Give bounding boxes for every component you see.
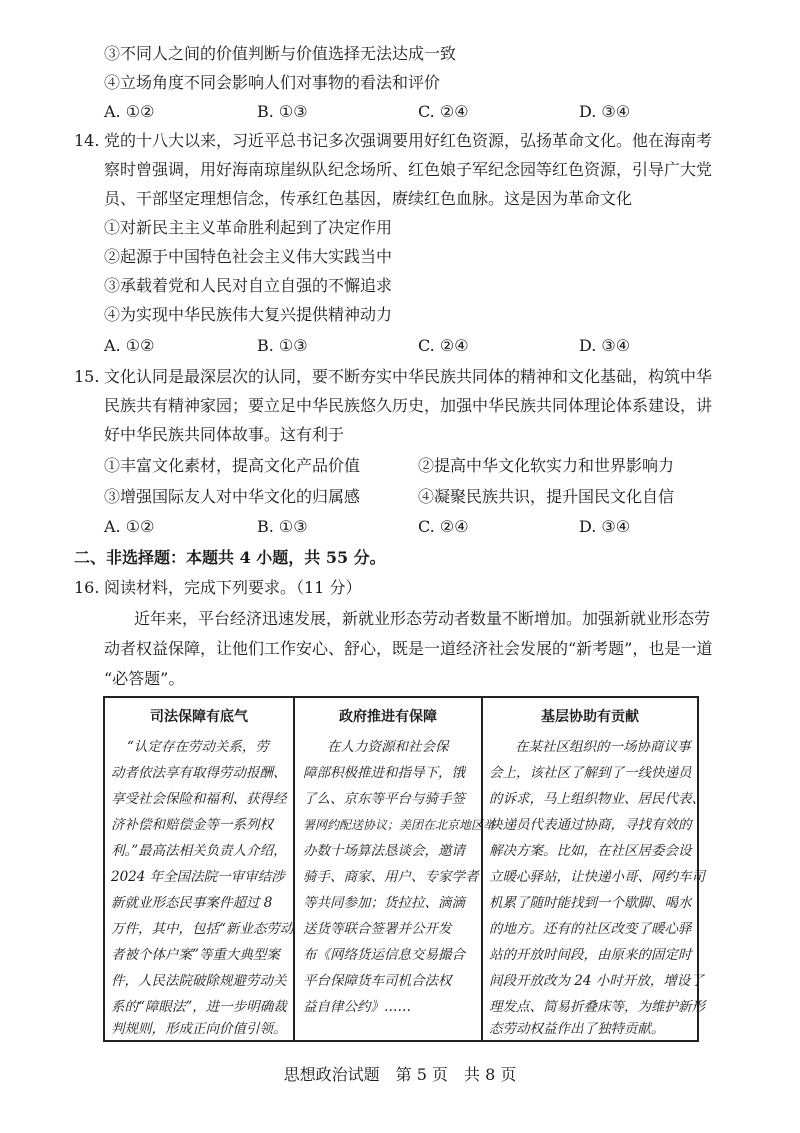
column-line: 立暖心驿站，让快递小哥、网约车司 bbox=[489, 869, 705, 885]
column-title: 基层协助有贡献 bbox=[541, 709, 639, 725]
table-column-government bbox=[293, 698, 496, 1040]
column-line: 机累了随时能找到一个歇脚、喝水 bbox=[489, 895, 692, 911]
column-line: 系的“障眼法”，进一步明确裁 bbox=[111, 999, 287, 1015]
column-line: 布《网络货运信息交易撮合 bbox=[303, 947, 465, 963]
column-line: “认定存在劳动关系，劳 bbox=[127, 739, 269, 755]
q13-option-c: C. ②④ bbox=[418, 102, 469, 121]
q15-number: 15. bbox=[74, 367, 100, 386]
q15-item-4: ④凝聚民族共识，提升国民文化自信 bbox=[418, 487, 675, 506]
q14-stem-line: 员、干部坚定理想信念，传承红色基因，赓续红色血脉。这是因为革命文化 bbox=[104, 189, 633, 208]
column-line: 等共同参加；货拉拉、滴滴 bbox=[303, 895, 465, 911]
q14-number: 14. bbox=[74, 131, 100, 150]
q13-item-3: ③不同人之间的价值判断与价值选择无法达成一致 bbox=[104, 44, 457, 63]
q16-number: 16. bbox=[74, 578, 100, 597]
q16-material-line: 动者权益保障，让他们工作安心、舒心，既是一道经济社会发展的“新考题”，也是一道 bbox=[104, 639, 713, 658]
column-line: 障部积极推进和指导下，饿 bbox=[303, 765, 465, 781]
column-line: 利。”最高法相关负责人介绍， bbox=[111, 843, 287, 859]
column-line: 2024 年全国法院一审审结涉 bbox=[111, 869, 285, 885]
q15-item-3: ③增强国际友人对中华文化的归属感 bbox=[104, 487, 361, 506]
material-table bbox=[103, 696, 705, 1042]
column-line: 万件，其中，包括“新业态劳动 bbox=[111, 921, 294, 937]
column-line: 在人力资源和社会保 bbox=[327, 739, 449, 755]
column-line: 间段开放改为 24 小时开放，增设了 bbox=[489, 973, 704, 989]
column-line: 骑手、商家、用户、专家学者 bbox=[303, 869, 479, 885]
q15-option-b: B. ①③ bbox=[257, 517, 308, 536]
q14-option-a: A. ①② bbox=[104, 336, 155, 355]
column-line: 快递员代表通过协商，寻找有效的 bbox=[489, 817, 692, 833]
q15-option-d: D. ③④ bbox=[579, 517, 631, 536]
q15-stem-line: 好中华民族共同体故事。这有利于 bbox=[104, 425, 345, 444]
q14-item-3: ③承载着党和人民对自立自强的不懈追求 bbox=[104, 276, 393, 295]
column-title: 司法保障有底气 bbox=[150, 709, 248, 725]
column-line: 平台保障货车司机合法权 bbox=[303, 973, 452, 989]
column-line: 在某社区组织的一场协商议事 bbox=[515, 739, 691, 755]
q14-option-c: C. ②④ bbox=[418, 336, 469, 355]
q13-option-b: B. ①③ bbox=[257, 102, 308, 121]
q15-stem-line: 民族共有精神家园；要立足中华民族悠久历史，加强中华民族共同体理论体系建设，讲 bbox=[104, 396, 713, 415]
column-line: 理发点、简易折叠床等，为维护新形 bbox=[489, 999, 705, 1015]
column-line: 办数十场算法恳谈会，邀请 bbox=[303, 843, 465, 859]
q14-item-1: ①对新民主主义革命胜利起到了决定作用 bbox=[104, 218, 393, 237]
q13-option-a: A. ①② bbox=[104, 102, 155, 121]
q15-stem-line: 文化认同是最深层次的认同，要不断夯实中华民族共同体的精神和文化基础，构筑中华 bbox=[104, 367, 713, 386]
column-line: 送货等联合签署并公开发 bbox=[303, 921, 452, 937]
column-line: 态劳动权益作出了独特贡献。 bbox=[489, 1021, 665, 1037]
q16-stem: 阅读材料，完成下列要求。（11 分） bbox=[104, 578, 362, 597]
section-heading: 二、非选择题：本题共 4 小题，共 55 分。 bbox=[74, 548, 386, 567]
q14-stem-line: 党的十八大以来，习近平总书记多次强调要用好红色资源，弘扬革命文化。他在海南考 bbox=[104, 131, 713, 150]
column-line: 新就业形态民事案件超过 8 bbox=[111, 895, 273, 911]
q14-item-2: ②起源于中国特色社会主义伟大实践当中 bbox=[104, 247, 393, 266]
q15-option-a: A. ①② bbox=[104, 517, 155, 536]
column-line: 解决方案。比如，在社区居委会设 bbox=[489, 843, 692, 859]
column-line: 者被个体户案”等重大典型案 bbox=[111, 947, 280, 963]
column-line: 的地方。还有的社区改变了暖心驿 bbox=[489, 921, 692, 937]
column-line: 济补偿和赔偿金等一系列权 bbox=[111, 817, 273, 833]
q16-material-line: “必答题”。 bbox=[104, 669, 185, 688]
column-line: 署网约配送协议；美团在北京地区举 bbox=[303, 818, 496, 832]
column-line: 件，人民法院破除规避劳动关 bbox=[111, 973, 287, 989]
table-column-community bbox=[481, 698, 705, 1040]
q15-item-1: ①丰富文化素材，提高文化产品价值 bbox=[104, 456, 361, 475]
q15-item-2: ②提高中华文化软实力和世界影响力 bbox=[418, 456, 675, 475]
column-line: 益自律公约》…… bbox=[303, 999, 411, 1015]
column-line: 会上，该社区了解到了一线快递员 bbox=[489, 765, 692, 781]
column-title: 政府推进有保障 bbox=[339, 709, 437, 725]
column-line: 享受社会保险和福利、获得经 bbox=[111, 791, 287, 807]
q14-option-d: D. ③④ bbox=[579, 336, 631, 355]
table-column-judicial bbox=[105, 698, 293, 1040]
column-line: 动者依法享有取得劳动报酬、 bbox=[111, 765, 287, 781]
q16-material-line: 近年来，平台经济迅速发展，新就业形态劳动者数量不断增加。加强新就业形态劳 bbox=[134, 609, 711, 628]
q13-option-d: D. ③④ bbox=[579, 102, 631, 121]
q13-item-4: ④立场角度不同会影响人们对事物的看法和评价 bbox=[104, 73, 441, 92]
q14-option-b: B. ①③ bbox=[257, 336, 308, 355]
q15-option-c: C. ②④ bbox=[418, 517, 469, 536]
q14-item-4: ④为实现中华民族伟大复兴提供精神动力 bbox=[104, 305, 393, 324]
column-line: 的诉求，马上组织物业、居民代表、 bbox=[489, 791, 705, 807]
q14-stem-line: 察时曾强调，用好海南琼崖纵队纪念场所、红色娘子军纪念园等红色资源，引导广大党 bbox=[104, 160, 713, 179]
column-line: 了么、京东等平台与骑手签 bbox=[303, 791, 465, 807]
column-line: 站的开放时间段，由原来的固定时 bbox=[489, 947, 692, 963]
column-line: 判规则，形成正向价值引领。 bbox=[111, 1021, 287, 1037]
page-footer: 思想政治试题 第 5 页 共 8 页 bbox=[283, 1065, 517, 1084]
